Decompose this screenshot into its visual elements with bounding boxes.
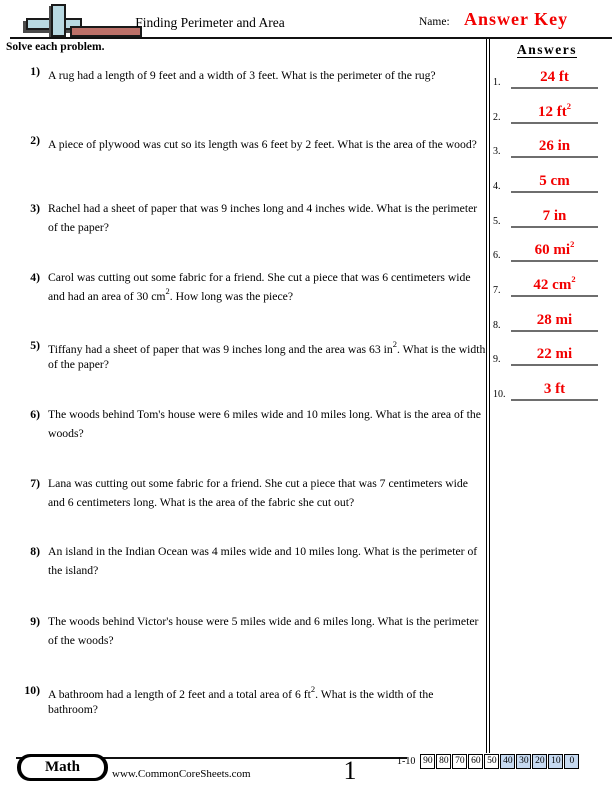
answer-number: 3. [493,146,501,157]
answer-row-6 [493,240,598,262]
problem-number: 7) [30,477,40,490]
problem-10 [16,683,486,717]
subject-label: Math [21,757,104,778]
page-number: 1 [343,756,357,785]
problem-4 [16,270,486,304]
answer-row-2 [493,102,598,124]
answers-heading: Answers [517,42,577,57]
answer-number: 5. [493,216,501,227]
subject-badge [17,754,108,781]
answer-value: 5 cm [511,167,598,193]
instruction-text: Solve each problem. [6,41,105,53]
score-cell: 20 [532,754,547,769]
score-cells [420,754,579,769]
website-url: www.CommonCoreSheets.com [112,768,251,780]
answer-row-1 [493,67,598,89]
answer-value: 42 $cm^2$ [511,271,598,297]
problem-text: A bathroom had a length of 2 feet and a total area of 6 $ft^2$. What is the width of the bathroom? [48,684,434,716]
score-cell: 80 [436,754,451,769]
problem-text: The woods behind Victor's house were 5 miles wide and 6 miles long. What is the perimeter of the woods? [48,615,479,647]
answer-value: 28 mi [511,306,598,332]
score-cell: 10 [548,754,563,769]
problem-text: The woods behind Tom's house were 6 miles wide and 10 miles long. What is the area of the woods? [48,408,481,440]
problem-8 [16,544,486,578]
answer-number: 8. [493,320,501,331]
problem-number: 9) [30,615,40,628]
problem-number: 1) [30,65,40,78]
score-cell: 50 [484,754,499,769]
problem-5 [16,338,486,372]
answer-value: 22 mi [511,340,598,366]
score-table [397,753,579,770]
answer-value: 7 in [511,202,598,228]
problem-text: Tiffany had a sheet of paper that was 9 inches long and the area was 63 $in^2$. What is the width of the paper? [48,339,486,371]
answer-key-label: Answer Key [464,9,569,29]
problem-text: A rug had a length of 9 feet and a width of 3 feet. What is the perimeter of the rug? [48,68,436,82]
problem-3 [16,201,486,235]
answer-row-10 [493,379,598,401]
problem-6 [16,407,486,441]
answer-number: 10. [493,389,506,400]
problem-number: 6) [30,408,40,421]
score-cell: 60 [468,754,483,769]
answer-number: 9. [493,354,501,365]
score-range-label: 1-10 [397,756,416,767]
problem-2 [16,133,486,152]
answer-number: 6. [493,250,501,261]
problem-text: Carol was cutting out some fabric for a friend. She cut a piece that was 6 centimeters wide and had an area of 30 $cm^2$. How long was the piece? [48,271,471,303]
header-rule [10,37,612,39]
problem-text: An island in the Indian Ocean was 4 miles wide and 10 miles long. What is the perimeter of the island? [48,545,478,577]
problem-text: A piece of plywood was cut so its length was 6 feet by 2 feet. What is the area of the wood? [48,137,477,151]
answer-value: 60 $mi^2$ [511,236,598,262]
answer-row-4 [493,171,598,193]
score-cell: 30 [516,754,531,769]
answer-row-5 [493,206,598,228]
problem-number: 10) [24,684,40,697]
score-cell: 90 [420,754,435,769]
answer-number: 1. [493,77,501,88]
name-label: Name: [419,16,450,28]
answer-row-3 [493,136,598,158]
answer-row-9 [493,344,598,366]
page-title: Finding Perimeter and Area [135,15,285,30]
answer-number: 2. [493,112,501,123]
plus-icon-vertical [51,4,66,37]
score-cell: 0 [564,754,579,769]
problem-number: 5) [30,339,40,352]
problem-number: 4) [30,271,40,284]
problem-9 [16,614,486,648]
problem-text: Rachel had a sheet of paper that was 9 inches long and 4 inches wide. What is the perimeter of the paper? [48,202,478,234]
score-cell: 70 [452,754,467,769]
answer-number: 4. [493,181,501,192]
column-divider [486,39,490,753]
problem-7 [16,476,486,510]
problem-text: Lana was cutting out some fabric for a friend. She cut a piece that was 7 centimeters wide and 6 centimeters long. What is the area of the fabric she cut out? [48,477,468,509]
answer-row-7 [493,275,598,297]
score-cell: 40 [500,754,515,769]
answer-number: 7. [493,285,501,296]
problem-1 [16,64,486,83]
answer-value: 3 ft [511,375,598,401]
answer-value: 12 $ft^2$ [511,98,598,124]
answer-value: 24 ft [511,63,598,89]
answer-value: 26 in [511,132,598,158]
problem-number: 2) [30,134,40,147]
problem-number: 8) [30,545,40,558]
problem-number: 3) [30,202,40,215]
answer-row-8 [493,310,598,332]
